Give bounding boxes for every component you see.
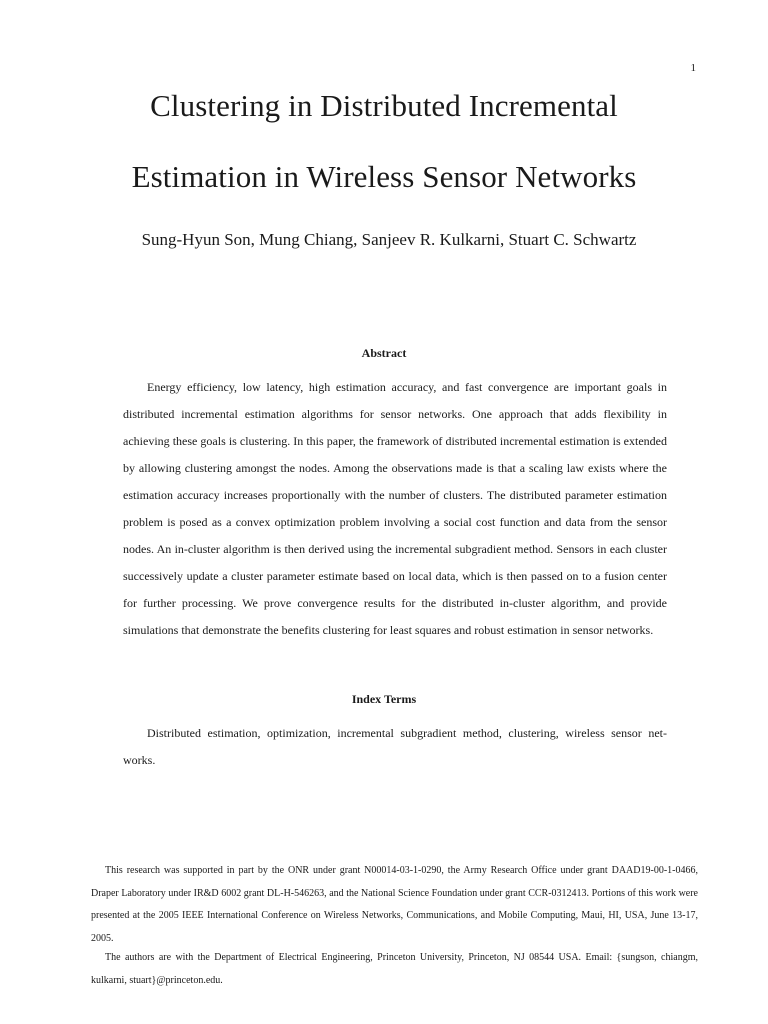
affiliation-footnote: The authors are with the Department of Electrical Engineering, Princeton University, Princeton, NJ 08544 USA. Email: {sungson, chiangm, kulkarni, stuart}@princeton.edu.: [91, 952, 698, 986]
page-number: 1: [690, 62, 696, 74]
author-list: Sung-Hyun Son, Mung Chiang, Sanjeev R. Kulkarni, Stuart C. Schwartz: [141, 230, 637, 249]
index-terms-text: Distributed estimation, optimization, incremental subgradient method, clustering, wireless sensor net-works.: [123, 726, 667, 767]
footnotes: [91, 860, 698, 992]
abstract-text: Energy efficiency, low latency, high estimation accuracy, and fast convergence are important goals in distributed incremental estimation algorithms for sensor networks. One approach that adds flexibility in achieving these goals is clustering. In this paper, the framework of distributed incremental estimation is extended by allowing clustering amongst the nodes. Among the observations made is that a scaling law exists where the estimation accuracy increases proportionally with the number of clusters. The distributed parameter estimation problem is posed as a convex optimization problem involving a social cost function and data from the sensor nodes. An in-cluster algorithm is then derived using the incremental subgradient method. Sensors in each cluster successively update a cluster parameter estimate based on local data, which is then passed on to a fusion center for further processing. We prove convergence results for the distributed in-cluster algorithm, and provide simulations that demonstrate the benefits clustering for least squares and robust estimation in sensor networks.: [123, 380, 667, 637]
paper-title-line-1: Clustering in Distributed Incremental: [150, 88, 618, 123]
abstract-heading: Abstract: [361, 346, 407, 360]
index-terms-heading: Index Terms: [351, 692, 417, 706]
funding-footnote: This research was supported in part by the ONR under grant N00014-03-1-0290, the Army Research Office under grant DAAD19-00-1-0466, Draper Laboratory under IR&D 6002 grant DL-H-546263, and the National Science Foundation under grant CCR-0312413. Portions of this work were presented at the 2005 IEEE International Conference on Wireless Networks, Communications, and Mobile Computing, Maui, HI, USA, June 13-17, 2005.: [91, 865, 698, 944]
paper-title-line-2: Estimation in Wireless Sensor Networks: [131, 159, 637, 194]
